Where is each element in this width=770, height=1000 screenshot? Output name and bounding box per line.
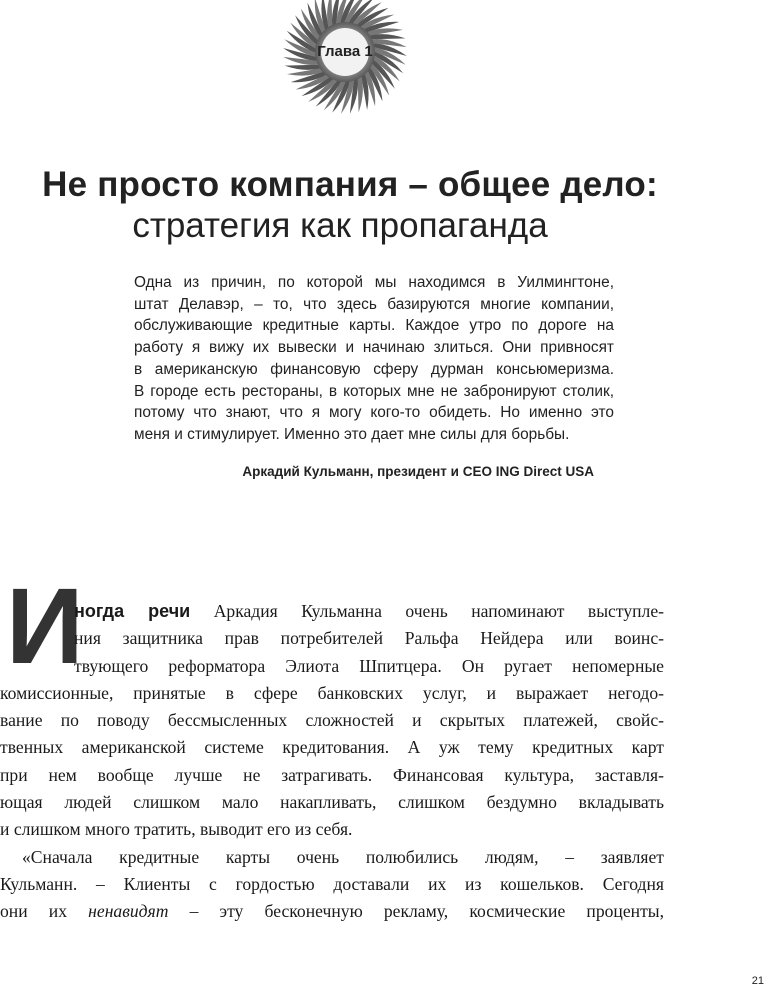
body-line-text: – эту бесконечную рекламу, космические проценты,	[189, 901, 664, 922]
epigraph	[134, 272, 614, 446]
body-line	[74, 598, 664, 625]
lead-in: ногда речи	[74, 601, 191, 621]
body-line: ющая людей слишком мало накапливать, слишком бездумно вкладывать	[0, 792, 664, 813]
epigraph-line: В городе есть рестораны, в которых мне не забронируют столик,	[134, 382, 614, 400]
body-line: твующего реформатора Элиота Шпитцера. Он ругает непомерные	[74, 655, 664, 676]
body-line: комиссионные, принятые в сфере банковских услуг, и выражает негодо-	[0, 682, 664, 703]
page-number: 21	[751, 975, 764, 987]
body-line-text: они их	[0, 901, 67, 922]
epigraph-line: в американскую финансовую сферу дурман консьюмеризма.	[134, 360, 614, 378]
body-text	[0, 598, 664, 926]
emphasis: ненавидят	[88, 901, 169, 922]
drop-cap: И	[6, 565, 84, 686]
body-line: при нем вообще лучше не затрагивать. Финансовая культура, заставля-	[0, 764, 664, 785]
epigraph-line: работу я вижу их вывески и начинаю злиться. Они привносят	[134, 339, 614, 357]
epigraph-line: штат Делавэр, – то, что здесь базируются многие компании,	[134, 295, 614, 313]
body-line: твенных американской системе кредитования. А уж тему кредитных карт	[0, 737, 664, 758]
epigraph-line: меня и стимулирует. Именно это дает мне силы для борьбы.	[134, 425, 570, 443]
body-line: и слишком много тратить, выводит его из себя.	[0, 819, 353, 840]
body-line: вание по поводу бессмысленных сложностей и скрытых платежей, свойс-	[0, 710, 664, 731]
body-line: ния защитника прав потребителей Ральфа Нейдера или воинс-	[74, 628, 664, 649]
epigraph-line: обслуживающие кредитные карты. Каждое утро по дороге на	[134, 317, 614, 335]
body-line	[0, 898, 664, 925]
body-line-text: Аркадия Кульманна очень напоминают выступле-	[213, 601, 664, 621]
sunburst-icon	[270, 0, 420, 130]
chapter-title-line-1: Не просто компания – общее дело:	[42, 165, 658, 204]
chapter-title-line-2: стратегия как пропаганда	[132, 206, 548, 245]
epigraph-attribution: Аркадий Кульманн, президент и CEO ING Direct USA	[242, 464, 594, 479]
body-line: Кульманн. – Клиенты с гордостью доставали их из кошельков. Сегодня	[0, 873, 664, 894]
body-line: «Сначала кредитные карты очень полюбились людям, – заявляет	[22, 846, 664, 867]
chapter-label: Глава 1	[317, 43, 373, 60]
epigraph-line: потому что знают, что я могу кого-то обидеть. Но именно это	[134, 404, 614, 422]
chapter-badge	[270, 0, 420, 130]
epigraph-line: Одна из причин, по которой мы находимся в Уилмингтоне,	[134, 274, 614, 291]
